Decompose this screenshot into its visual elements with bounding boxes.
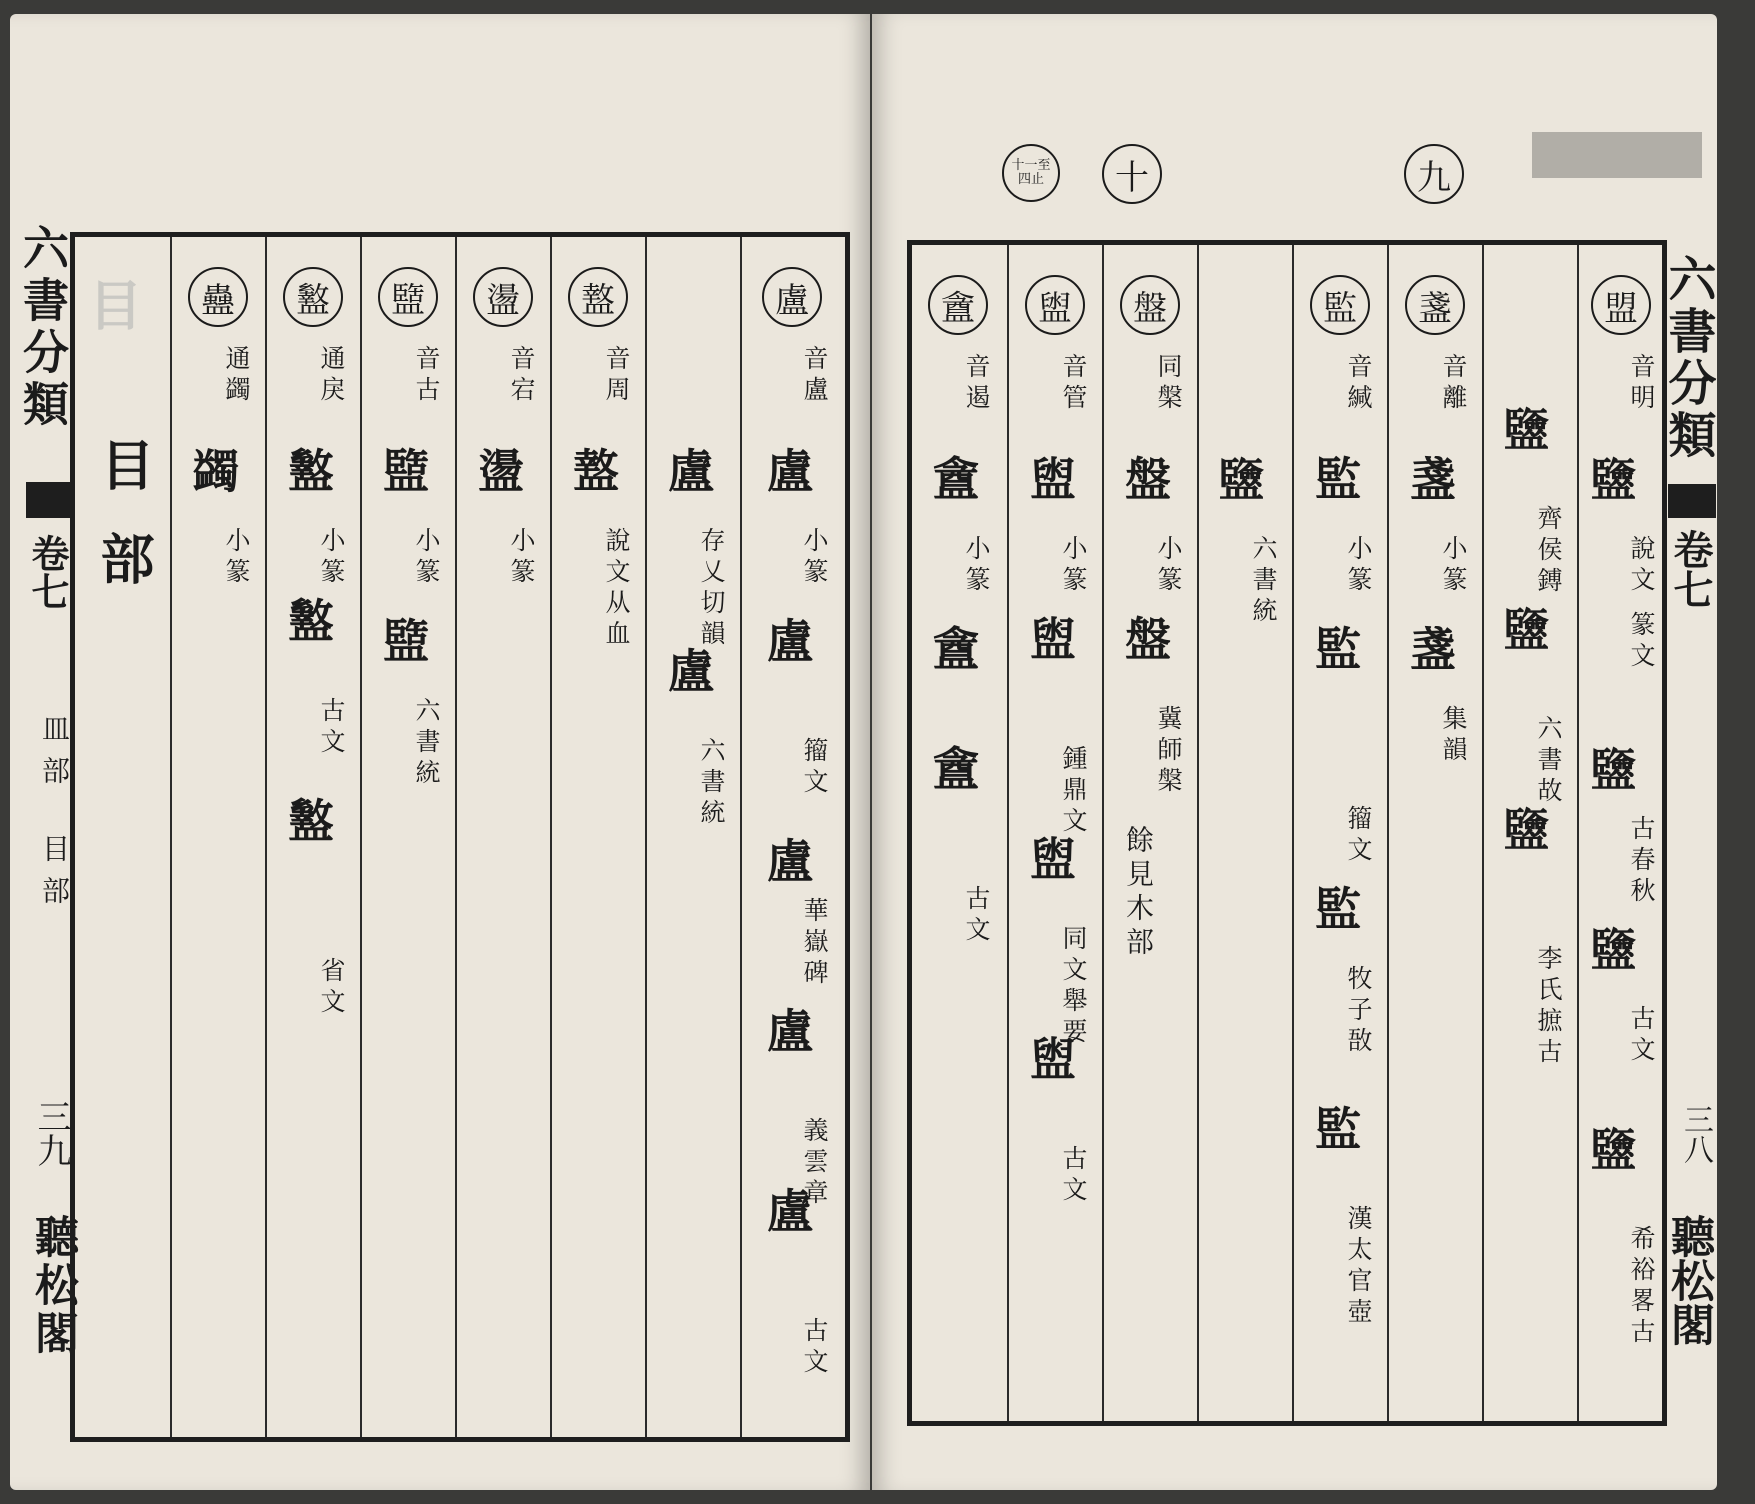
right-col-3 xyxy=(1387,245,1482,1421)
seal-juan-1: 蠲 xyxy=(186,447,240,515)
seal-meng-4: 𥃡 xyxy=(1585,1125,1639,1193)
right-col-2 xyxy=(1482,245,1577,1421)
seal-pan-2: 盤 xyxy=(1118,615,1172,683)
right-page xyxy=(872,14,1717,1490)
seal-jian-1: 監 xyxy=(1308,455,1362,523)
pron-lu: 音盧 xyxy=(800,345,829,407)
note-guan-4: 古文 xyxy=(1059,1145,1088,1207)
seal-pan-1: 盤 xyxy=(1118,455,1172,523)
left-margin-tab xyxy=(26,482,74,518)
seal-lu-5: 盧 xyxy=(760,1187,814,1255)
seal-meng-1: 𥃡 xyxy=(1585,455,1639,523)
note-guan-2: 鍾鼎文 xyxy=(1059,745,1088,838)
seal-meng-cont-2: 𥃡 xyxy=(1498,605,1552,673)
head-char-lu: 盧 xyxy=(762,267,822,327)
note-meng-3: 古文 xyxy=(1627,1005,1656,1067)
note-li-3: 省文 xyxy=(317,957,346,1019)
head-char-li: 盭 xyxy=(283,267,343,327)
head-char-jian: 監 xyxy=(1310,275,1370,335)
seal-guan-2: 盥 xyxy=(1023,615,1077,683)
head-char-dang: 盪 xyxy=(473,267,533,327)
note-pan-2: 冀師槃 xyxy=(1154,705,1183,798)
note-he-2: 古文 xyxy=(962,885,991,947)
right-publisher: 聽松閣 xyxy=(1663,1214,1714,1346)
seal-li-1: 盭 xyxy=(281,447,335,515)
head-char-juan: 蠱 xyxy=(188,267,248,327)
pron-meng: 音明 xyxy=(1627,353,1656,415)
head-char-zhou: 盩 xyxy=(568,267,628,327)
note-lu-1: 小篆 xyxy=(800,527,829,589)
pron-li: 通戾 xyxy=(317,345,346,407)
left-section-label-1: 皿部 xyxy=(38,714,71,798)
note-lu-2: 籀文 xyxy=(800,737,829,799)
note-meng-4: 希裕畧古 xyxy=(1627,1225,1656,1349)
section-heading-mu-bu: 目部 xyxy=(92,437,156,625)
pron-li2: 音離 xyxy=(1439,353,1468,415)
seal-lu-2: 盧 xyxy=(760,617,814,685)
note-li2-2: 集韻 xyxy=(1439,705,1468,767)
seal-lu-cont-2: 盧 xyxy=(661,647,715,715)
note-meng-cont-1: 齊侯鎛 xyxy=(1534,505,1563,598)
seal-he-1: 盦 xyxy=(926,455,980,523)
seal-li-3: 盭 xyxy=(281,797,335,865)
right-col-8 xyxy=(912,245,1007,1421)
seal-tong-1: 𥃡 xyxy=(1213,455,1267,523)
seal-guan-1: 盥 xyxy=(1023,455,1077,523)
left-margin-title: 六書分類 xyxy=(16,224,70,432)
right-margin-tab xyxy=(1668,484,1716,518)
seal-lu-3: 盧 xyxy=(760,837,814,905)
pron-pan: 同槃 xyxy=(1154,353,1183,415)
note-jian-3: 牧子敔 xyxy=(1344,965,1373,1058)
right-col-1 xyxy=(1577,245,1662,1421)
note-meng-cont-3: 李氏摭古 xyxy=(1534,945,1563,1069)
seal-guan-3: 盥 xyxy=(1023,835,1077,903)
note-gu-1: 小篆 xyxy=(412,527,441,589)
note-lu-3: 華嶽碑 xyxy=(800,897,829,990)
head-char-he: 盦 xyxy=(928,275,988,335)
right-col-6 xyxy=(1102,245,1197,1421)
seal-li-2: 盭 xyxy=(281,597,335,665)
right-col-4 xyxy=(1292,245,1387,1421)
note-guan-1: 小篆 xyxy=(1059,535,1088,597)
left-col-3 xyxy=(550,237,645,1437)
right-text-frame xyxy=(907,240,1667,1426)
seal-guan-4: 盥 xyxy=(1023,1035,1077,1103)
seal-he-2: 盦 xyxy=(926,625,980,693)
head-char-meng: 盟 xyxy=(1591,275,1651,335)
note-meng-2: 古春秋 xyxy=(1627,815,1656,908)
seal-meng-cont-3: 𥃡 xyxy=(1498,805,1552,873)
left-publisher: 聽松閣 xyxy=(27,1214,78,1358)
note-meng-cont-2: 六書故 xyxy=(1534,715,1563,808)
seal-lu-cont-1: 盧 xyxy=(661,447,715,515)
note-jian-4: 漢太官壺 xyxy=(1344,1205,1373,1329)
note-gu-2: 六書統 xyxy=(412,697,441,790)
note-tong-1: 六書統 xyxy=(1249,535,1278,628)
pron-he: 音遏 xyxy=(962,353,991,415)
note-juan-1: 小篆 xyxy=(222,527,251,589)
marker-ten: 十 xyxy=(1102,144,1162,204)
note-li-1: 小篆 xyxy=(317,527,346,589)
note-lu-4: 義雲章 xyxy=(800,1117,829,1210)
pron-guan: 音管 xyxy=(1059,353,1088,415)
note-he-1: 小篆 xyxy=(962,535,991,597)
pron-dang: 音宕 xyxy=(507,345,536,407)
head-char-pan: 盤 xyxy=(1120,275,1180,335)
seal-meng-2: 𥃡 xyxy=(1585,745,1639,813)
note-guan-3: 同文舉要 xyxy=(1059,925,1088,1049)
pron-gu: 音古 xyxy=(412,345,441,407)
pron-jian: 音緘 xyxy=(1344,353,1373,415)
seal-li2-1: 盞 xyxy=(1403,455,1457,523)
pron-juan: 通蠲 xyxy=(222,345,251,407)
seal-jian-4: 監 xyxy=(1308,1105,1362,1173)
left-col-2 xyxy=(645,237,740,1437)
note-lu-cont-2: 六書統 xyxy=(697,737,726,830)
pron-zhou: 音周 xyxy=(602,345,631,407)
note-lu-5: 古文 xyxy=(800,1317,829,1379)
seal-jian-2: 監 xyxy=(1308,625,1362,693)
marker-nine: 九 xyxy=(1404,144,1464,204)
note-dang-1: 小篆 xyxy=(507,527,536,589)
left-col-1 xyxy=(740,237,845,1437)
marker-range: 十一至四止 xyxy=(1002,144,1060,202)
seal-gu-1: 盬 xyxy=(376,447,430,515)
right-margin-title: 六書分類 xyxy=(1660,254,1716,462)
seal-lu-1: 盧 xyxy=(760,447,814,515)
head-char-guan: 盥 xyxy=(1025,275,1085,335)
left-col-5 xyxy=(360,237,455,1437)
note-jian-1: 小篆 xyxy=(1344,535,1373,597)
right-col-7 xyxy=(1007,245,1102,1421)
left-section-label-2: 目部 xyxy=(38,834,71,918)
right-page-number: 三八 xyxy=(1678,1104,1713,1164)
paper-damage xyxy=(1532,132,1702,178)
seal-gu-2: 盬 xyxy=(376,617,430,685)
note-pan-3: 餘見木部 xyxy=(1122,825,1155,961)
head-char-gu: 盬 xyxy=(378,267,438,327)
seal-jian-3: 監 xyxy=(1308,885,1362,953)
right-margin-volume: 卷七 xyxy=(1667,529,1714,609)
seal-lu-4: 盧 xyxy=(760,1007,814,1075)
seal-zhou-1: 盩 xyxy=(566,447,620,515)
left-page xyxy=(10,14,870,1490)
seal-dang-1: 盪 xyxy=(471,447,525,515)
right-col-5 xyxy=(1197,245,1292,1421)
seal-meng-cont-1: 𥃡 xyxy=(1498,405,1552,473)
left-col-6 xyxy=(265,237,360,1437)
left-col-8: 目部 目 xyxy=(80,277,156,625)
left-page-number: 三九 xyxy=(31,1099,71,1167)
note-zhou-1: 說文从血 xyxy=(602,527,631,651)
note-pan-1: 小篆 xyxy=(1154,535,1183,597)
seal-li2-2: 盞 xyxy=(1403,625,1457,693)
seal-meng-3: 𥃡 xyxy=(1585,925,1639,993)
head-char-li2: 盞 xyxy=(1405,275,1465,335)
note-lu-cont-1: 存乂切韻 xyxy=(697,527,726,651)
note-jian-2: 籀文 xyxy=(1344,805,1373,867)
note-li2-1: 小篆 xyxy=(1439,535,1468,597)
left-text-frame xyxy=(70,232,850,1442)
note-meng-1: 說文 篆文 xyxy=(1627,535,1656,673)
left-col-4 xyxy=(455,237,550,1437)
left-col-7 xyxy=(170,237,265,1437)
note-li-2: 古文 xyxy=(317,697,346,759)
left-margin-volume: 卷七 xyxy=(25,534,70,610)
seal-he-3: 盦 xyxy=(926,745,980,813)
